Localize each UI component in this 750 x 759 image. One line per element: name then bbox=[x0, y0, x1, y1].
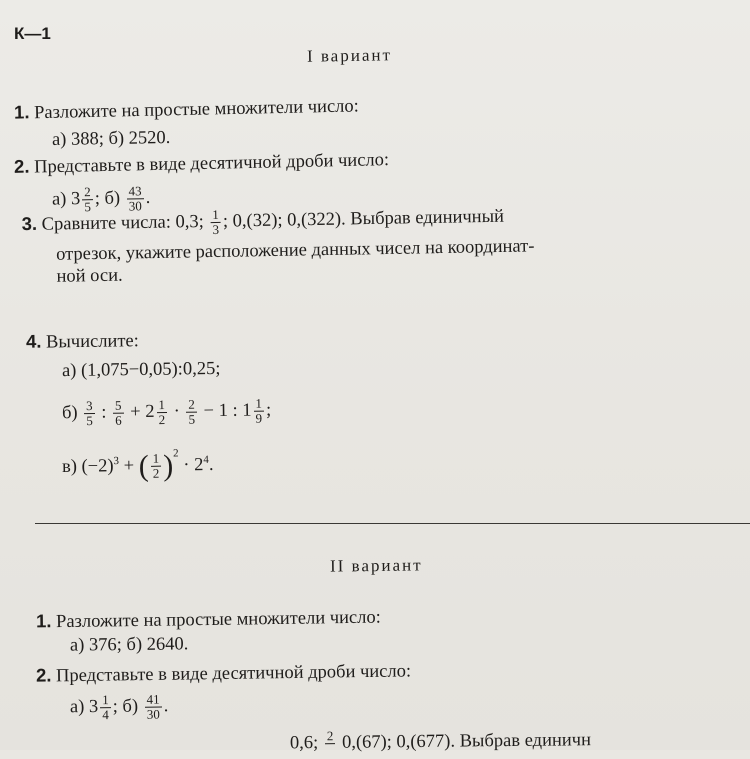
operator: + 2 bbox=[130, 401, 155, 423]
v2-task1 bbox=[36, 606, 381, 634]
numerator: 2 bbox=[186, 398, 197, 413]
v2-task2-a-label: а) 3 bbox=[69, 696, 99, 718]
operator: : bbox=[101, 402, 107, 423]
page-code: К—1 bbox=[14, 24, 51, 43]
v2-task3-post: 0,(67); 0,(677). Выбрав единичн bbox=[341, 730, 592, 753]
end-mark: . bbox=[208, 454, 214, 476]
v1-task1-sub: а) 388; б) 2520. bbox=[51, 127, 171, 151]
v1-task2-text: Представьте в виде десятичной дроби число: bbox=[33, 150, 390, 178]
v1-task4 bbox=[26, 329, 139, 354]
numerator: 1 bbox=[151, 452, 162, 467]
v2-task3-partial bbox=[290, 726, 591, 758]
v1-task3-pre: Сравните числа: 0,3; bbox=[41, 211, 204, 235]
operator: · 2 bbox=[183, 455, 204, 476]
v1-task4-text: Вычислите: bbox=[45, 331, 139, 353]
v1-task4-c-label: в) (−2) bbox=[61, 456, 114, 478]
denominator: 3 bbox=[212, 221, 220, 238]
numerator: 1 bbox=[210, 208, 221, 223]
variant-1-title: I вариант bbox=[306, 45, 393, 66]
fraction bbox=[253, 397, 264, 426]
section-divider bbox=[35, 523, 750, 524]
denominator: 5 bbox=[84, 199, 92, 215]
v1-task4-c bbox=[62, 447, 214, 483]
denominator: 6 bbox=[115, 412, 122, 428]
numerator: 1 bbox=[100, 693, 111, 708]
numerator: 3 bbox=[84, 399, 95, 414]
v1-task3-fraction bbox=[210, 208, 221, 237]
v1-task3-line2: отрезок, укажите расположение данных чисел на координат- bbox=[55, 236, 535, 265]
denominator: 4 bbox=[102, 707, 109, 723]
v2-task3-pre: 0,6; bbox=[289, 733, 319, 754]
numerator: 1 bbox=[253, 397, 264, 412]
v2-task1-number: 1. bbox=[35, 610, 52, 632]
v2-task2 bbox=[36, 659, 411, 687]
denominator: 5 bbox=[86, 413, 93, 429]
v1-task4-b-label: б) bbox=[61, 402, 78, 424]
denominator: 2 bbox=[158, 412, 166, 428]
v2-task2-number: 2. bbox=[35, 664, 52, 686]
v2-task2-sub bbox=[70, 692, 169, 722]
v2-task2-a-fraction bbox=[100, 693, 111, 722]
numerator: 2 bbox=[82, 185, 93, 200]
left-paren-icon: ( bbox=[138, 449, 149, 483]
fraction bbox=[113, 399, 124, 428]
v1-task2-a-label: а) 3 bbox=[51, 189, 81, 210]
denominator: 2 bbox=[152, 465, 160, 482]
v2-task2-text: Представьте в виде десятичной дроби число: bbox=[55, 661, 412, 687]
denominator bbox=[325, 744, 336, 758]
v1-task2-number: 2. bbox=[13, 155, 30, 177]
v2-task1-sub: а) 376; б) 2640. bbox=[69, 634, 189, 656]
fraction bbox=[84, 399, 95, 428]
operator: + bbox=[123, 456, 135, 477]
v1-task3 bbox=[21, 199, 750, 289]
v1-task1 bbox=[14, 94, 359, 124]
numerator: 5 bbox=[113, 399, 124, 414]
fraction bbox=[151, 452, 162, 481]
v1-task1-text: Разложите на простые множители число: bbox=[33, 96, 360, 124]
numerator: 43 bbox=[126, 184, 143, 199]
v1-task4-a: а) (1,075−0,05):0,25; bbox=[61, 358, 221, 382]
v1-task2-sep: ; б) bbox=[94, 188, 121, 209]
v1-task2-end: . bbox=[145, 187, 151, 208]
exponent: 4 bbox=[203, 453, 209, 466]
operator: − 1 : 1 bbox=[203, 400, 252, 422]
exponent: 2 bbox=[172, 447, 179, 460]
v2-task2-end: . bbox=[163, 696, 169, 717]
denominator: 30 bbox=[128, 198, 142, 214]
variant-2-title: II вариант bbox=[329, 555, 423, 576]
v2-task3-fraction bbox=[325, 729, 336, 758]
fraction bbox=[156, 398, 167, 427]
denominator: 5 bbox=[188, 411, 196, 427]
numerator: 2 bbox=[325, 729, 336, 744]
v1-task3-number: 3. bbox=[21, 212, 38, 235]
fraction bbox=[186, 398, 197, 427]
denominator: 30 bbox=[146, 706, 160, 722]
end-mark: ; bbox=[265, 400, 272, 421]
numerator: 41 bbox=[145, 693, 162, 708]
v2-task2-sep: ; б) bbox=[112, 696, 139, 717]
v1-task4-number: 4. bbox=[25, 330, 42, 352]
v1-task3-post: ; 0,(32); 0,(322). Выбрав единичный bbox=[222, 206, 505, 232]
exponent: 3 bbox=[113, 455, 120, 468]
denominator: 9 bbox=[255, 410, 263, 426]
v2-task2-b-fraction bbox=[145, 693, 162, 722]
operator: · bbox=[173, 401, 180, 422]
v1-task3-line3: ной оси. bbox=[56, 265, 123, 287]
v1-task2 bbox=[14, 148, 389, 179]
v1-task4-b bbox=[62, 397, 272, 429]
right-paren-icon: ) bbox=[163, 449, 174, 483]
v1-task1-number: 1. bbox=[13, 101, 30, 123]
numerator: 1 bbox=[156, 398, 167, 413]
v2-task1-text: Разложите на простые множители число: bbox=[55, 607, 381, 633]
